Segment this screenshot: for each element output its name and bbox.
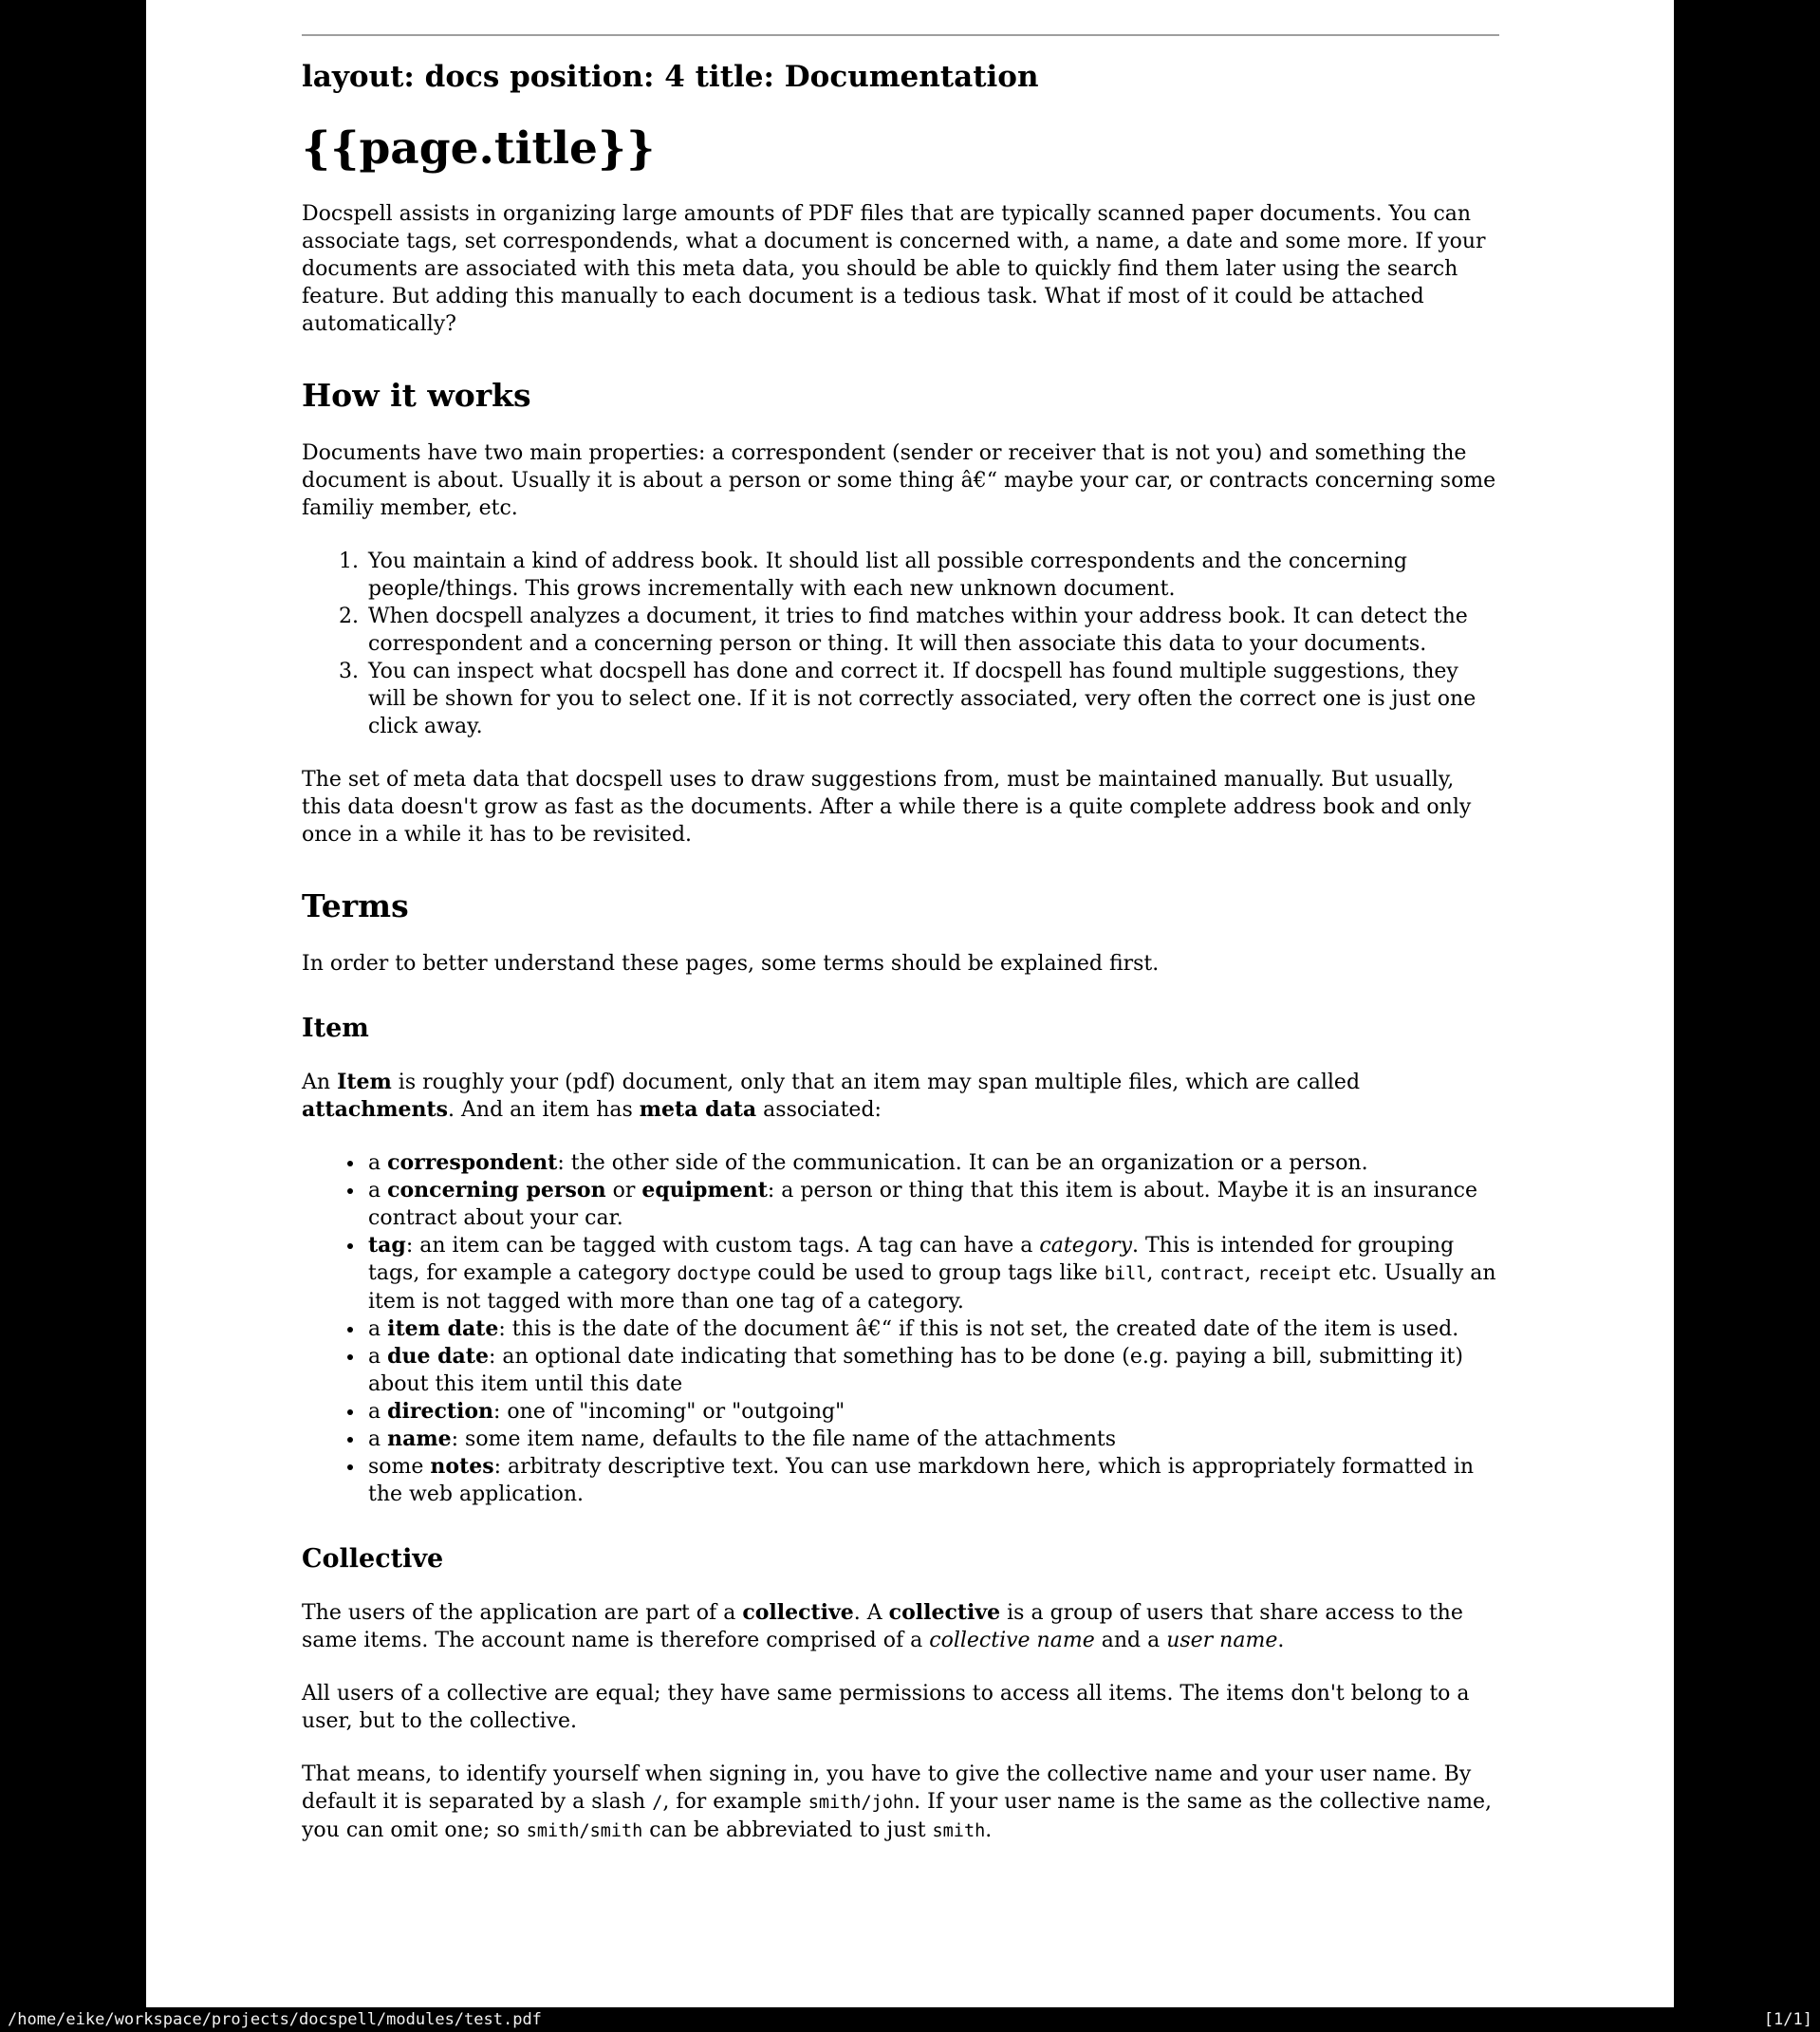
ordered-list — [302, 548, 1499, 740]
bold-text: direction — [387, 1398, 494, 1424]
subsection-heading: Item — [302, 1013, 369, 1043]
inline-code: smith/john — [808, 1792, 915, 1813]
bold-text: collective — [742, 1599, 854, 1625]
document-content — [302, 34, 1499, 1845]
bullet-list — [302, 1149, 1499, 1508]
list-item: • a name: some item name, defaults to the file name of the attachments — [365, 1426, 1499, 1453]
list-item: 1. You maintain a kind of address book. It should list all possible correspondents and the concerning people/things. This grows incrementally with each new unknown document. — [365, 548, 1499, 603]
bold-text: correspondent — [387, 1149, 558, 1175]
inline-code: doctype — [677, 1263, 752, 1284]
bold-text: attachments — [302, 1096, 449, 1122]
bold-text: meta data — [639, 1096, 757, 1122]
subsection-heading: Collective — [302, 1543, 444, 1574]
bold-text: item date — [387, 1315, 499, 1341]
paragraph: An Item is roughly your (pdf) document, only that an item may span multiple files, which are called attachments. And an item has meta data associated: — [302, 1069, 1361, 1122]
list-item: • some notes: arbitraty descriptive text. You can use markdown here, which is appropriately formatted in the web application. — [365, 1453, 1499, 1508]
paragraph: That means, to identify yourself when signing in, you have to give the collective name and your user name. By default it is separated by a slash /, for example smith/john. If your user name is the same as the collective name, you can omit one; so smith/smith can be abbreviated to just smith. — [302, 1762, 1492, 1842]
front-matter-divider — [302, 34, 1499, 36]
inline-code: bill — [1104, 1263, 1147, 1284]
paragraph: Docspell assists in organizing large amounts of PDF files that are typically scanned paper documents. You can associate tags, set correspondends, what a document is concerned with, a name, a date and some more. If your documents are associated with this meta data, you should be able to quickly find them later using the search feature. But adding this manually to each document is a tedious task. What if most of it could be attached automatically? — [302, 201, 1486, 336]
italic-text: user name — [1166, 1628, 1278, 1652]
bold-text: equipment — [641, 1177, 768, 1202]
bold-text: concerning person — [387, 1177, 606, 1202]
section-heading: Terms — [302, 886, 409, 924]
list-item: • a direction: one of "incoming" or "outgoing" — [365, 1398, 1499, 1426]
paragraph: The users of the application are part of a collective. A collective is a group of users that share access to the same items. The account name is therefore comprised of a collective name and a user name. — [302, 1599, 1463, 1652]
bold-text: Item — [337, 1069, 392, 1094]
bold-text: notes — [430, 1453, 494, 1479]
pdf-page — [146, 0, 1674, 2007]
bold-text: tag — [368, 1232, 406, 1258]
list-item: • a correspondent: the other side of the communication. It can be an organization or a person. — [365, 1149, 1499, 1177]
list-item: • a concerning person or equipment: a person or thing that this item is about. Maybe it is an insurance contract about your car. — [365, 1177, 1499, 1232]
bold-text: due date — [387, 1343, 489, 1369]
statusbar — [0, 2007, 1820, 2032]
bold-text: name — [387, 1426, 452, 1451]
italic-text: category — [1039, 1233, 1132, 1258]
page-title: {{page.title}} — [302, 121, 656, 175]
inline-code: receipt — [1257, 1263, 1332, 1284]
inline-code: smith/smith — [526, 1820, 643, 1841]
section-heading: How it works — [302, 376, 531, 414]
statusbar-page-indicator: [1/1] — [1763, 2010, 1812, 2029]
inline-code: smith — [932, 1820, 986, 1841]
italic-text: collective name — [929, 1628, 1095, 1652]
paragraph: The set of meta data that docspell uses to draw suggestions from, must be maintained manually. But usually, this data doesn't grow as fast as the documents. After a while there is a quite complete address book and only once in a while it has to be revisited. — [302, 767, 1472, 847]
list-item: • tag: an item can be tagged with custom tags. A tag can have a category. This is intended for grouping tags, for example a category doctype could be used to group tags like bill, contract, receipt etc. Usually an item is not tagged with more than one tag of a category. — [365, 1232, 1499, 1315]
paragraph: Documents have two main properties: a correspondent (sender or receiver that is not you) and something the document is about. Usually it is about a person or some thing â€“ maybe your car, or contracts concerning some familiy member, etc. — [302, 440, 1496, 520]
paragraph: All users of a collective are equal; they have same permissions to access all items. The items don't belong to a user, but to the collective. — [302, 1681, 1470, 1733]
list-item: 2. When docspell analyzes a document, it tries to find matches within your address book. It can detect the correspondent and a concerning person or thing. It will then associate this data to your documents. — [365, 603, 1499, 658]
statusbar-file-path: /home/eike/workspace/projects/docspell/modules/test.pdf — [8, 2010, 542, 2029]
list-item: • a item date: this is the date of the document â€“ if this is not set, the created date of the item is used. — [365, 1315, 1499, 1343]
list-item: 3. You can inspect what docspell has done and correct it. If docspell has found multiple suggestions, they will be shown for you to select one. If it is not correctly associated, very often the correct one is just one click away. — [365, 658, 1499, 740]
bold-text: collective — [888, 1599, 1001, 1625]
inline-code: / — [652, 1792, 663, 1813]
list-item: • a due date: an optional date indicating that something has to be done (e.g. paying a bill, submitting it) about this item until this date — [365, 1343, 1499, 1398]
front-matter-heading: layout: docs position: 4 title: Documentation — [302, 60, 1039, 94]
inline-code: contract — [1160, 1263, 1245, 1284]
paragraph: In order to better understand these pages, some terms should be explained first. — [302, 951, 1160, 976]
